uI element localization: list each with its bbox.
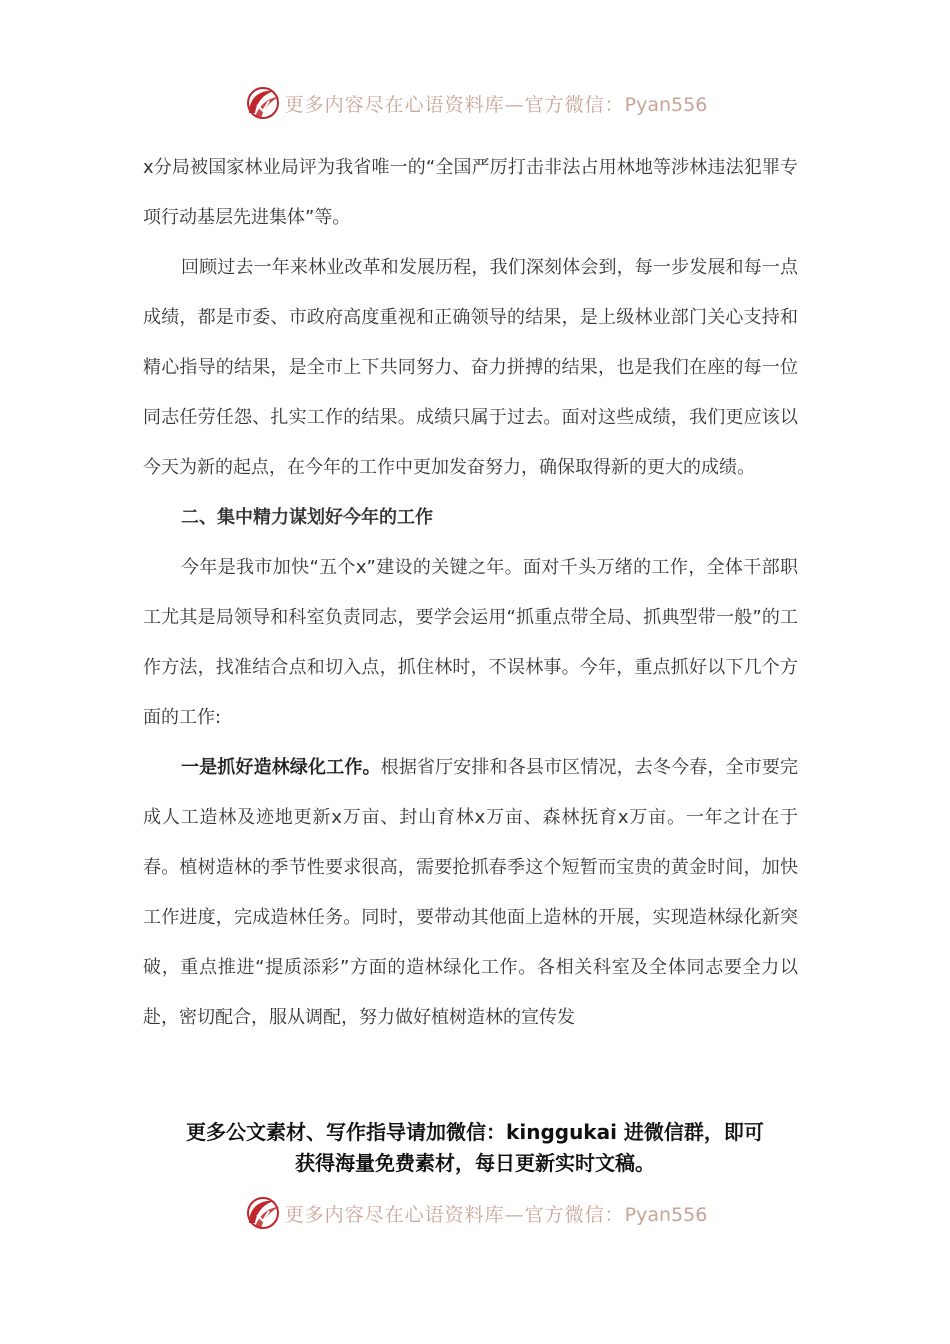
- watermark-text: [285, 1200, 708, 1227]
- footer-watermark: [0, 1191, 950, 1235]
- brand-logo-icon: [243, 83, 283, 123]
- watermark-text: [285, 90, 708, 117]
- header-watermark: [0, 81, 950, 125]
- document-body: [143, 143, 798, 1043]
- paragraph-1: x分局被国家林业局评为我省唯一的“全国严厉打击非法占用林地等涉林违法犯罪专项行动基层先进集体”等。: [143, 157, 798, 228]
- promo-banner: [140, 1117, 810, 1179]
- paragraph-3: 今年是我市加快“五个x”建设的关键之年。面对千头万绪的工作，全体干部职工尤其是局领导和科室负责同志，要学会运用“抓重点带全局、抓典型带一般”的工作方法，找准结合点和切入点，抓住林时，不误林事。今年，重点抓好以下几个方面的工作:: [143, 557, 798, 728]
- promo-line-2: 获得海量免费素材，每日更新实时文稿。: [295, 1151, 655, 1175]
- promo-line-1: 更多公文素材、写作指导请加微信：kinggukai 进微信群，即可: [186, 1120, 764, 1144]
- paragraph-4: [143, 743, 798, 1043]
- watermark-label: 更多内容尽在心语资料库—官方微信：: [284, 1203, 625, 1226]
- paragraph-4-lead: 一是抓好造林绿化工作。: [181, 757, 381, 778]
- brand-logo-icon: [243, 1193, 283, 1233]
- watermark-label: 更多内容尽在心语资料库—官方微信：: [284, 93, 625, 116]
- watermark-wechat-id: Pyan556: [624, 1203, 708, 1226]
- section-heading-2: 二、集中精力谋划好今年的工作: [181, 507, 433, 528]
- paragraph-2: 回顾过去一年来林业改革和发展历程，我们深刻体会到，每一步发展和每一点成绩，都是市委、市政府高度重视和正确领导的结果，是上级林业部门关心支持和精心指导的结果，是全市上下共同努力、奋力拼搏的结果，也是我们在座的每一位同志任劳任怨、扎实工作的结果。成绩只属于过去。面对这些成绩，我们更应该以今天为新的起点，在今年的工作中更加发奋努力，确保取得新的更大的成绩。: [143, 257, 798, 478]
- watermark-wechat-id: Pyan556: [624, 93, 708, 116]
- paragraph-4-text: 根据省厅安排和各县市区情况，去冬今春，全市要完成人工造林及迹地更新x万亩、封山育林x万亩、森林抚育x万亩。一年之计在于春。植树造林的季节性要求很高，需要抢抓春季这个短暂而宝贵的黄金时间，加快工作进度，完成造林任务。同时，要带动其他面上造林的开展，实现造林绿化新突破，重点推进“提质添彩”方面的造林绿化工作。各相关科室及全体同志要全力以赴，密切配合，服从调配，努力做好植树造林的宣传发: [143, 757, 799, 1028]
